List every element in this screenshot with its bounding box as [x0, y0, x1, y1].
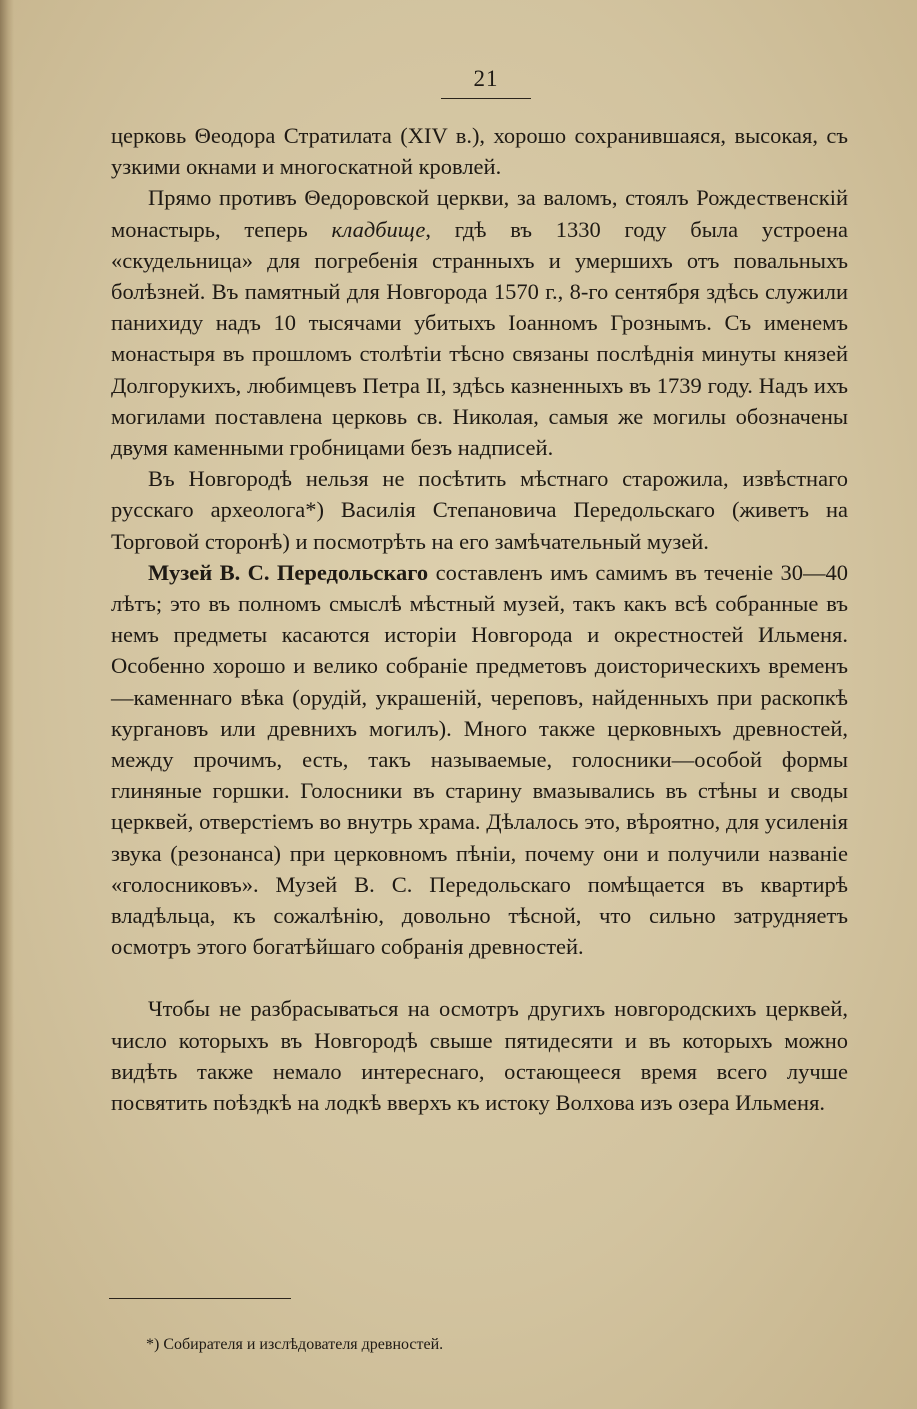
page-binding-edge: [0, 0, 14, 1409]
paragraph-text: Прямо противъ Θедоровской церкви, за валомъ, стоялъ Рождественскій монастырь, теперь: [111, 185, 848, 242]
paragraph-peredolsky-visit: Въ Новгородѣ нельзя не посѣтить мѣстнаго старожила, извѣстнаго русскаго археолога*) Василія Степановича Передольскаго (живетъ на Торговой сторонѣ) и посмотрѣть на его замѣчательный музей.: [111, 466, 848, 554]
paragraph-text: составленъ имъ самимъ въ теченіе 30—40 лѣтъ; это въ полномъ смыслѣ мѣстный музей, такъ какъ всѣ собранные въ немъ предметы касаются исторіи Новгорода и окрестностей Ильменя. Особенно хорошо и велико собраніе предметовъ доисторическихъ временъ—каменнаго вѣка (орудій, украшеній, череповъ, найденныхъ при раскопкѣ кургановъ или древнихъ могилъ). Много также церковныхъ древностей, между прочимъ, есть, такъ называемые, голосники—особой формы глиняные горшки. Голосники въ старину вмазывались въ стѣны и своды церквей, отверстіемъ во внутрь храма. Дѣлалось это, вѣроятно, для усиленія звука (резонанса) при церковномъ пѣніи, почему они и получили названіе «голосниковъ». Музей В. С. Передольскаго помѣщается въ квартирѣ владѣльца, къ сожалѣнію, довольно тѣсной, что сильно затрудняетъ осмотръ этого богатѣйшаго собранія древностей.: [111, 559, 848, 960]
body-text: [111, 120, 848, 1118]
paragraph-theodore-church: церковь Θеодора Стратилата (XIV в.), хорошо сохранившаяся, высокая, съ узкими окнами и многоскатной кровлей.: [111, 123, 848, 180]
page-number-rule: [441, 98, 531, 99]
footnote: *) Собирателя и изслѣдователя древностей.: [146, 1336, 444, 1353]
italic-word: кладбище: [331, 216, 426, 242]
page-number: 21: [473, 66, 499, 91]
paragraph-ilmen-trip: Чтобы не разбрасываться на осмотръ другихъ новгородскихъ церквей, число которыхъ въ Новгородѣ свыше пятидесяти и въ которыхъ можно видѣть также немало интереснаго, остающееся время всего лучше посвятить поѣздкѣ на лодкѣ вверхъ къ истоку Волхова изъ озера Ильменя.: [111, 996, 848, 1116]
paragraph-text: , гдѣ въ 1330 году была устроена «скудельница» для погребенія странныхъ и умершихъ отъ повальныхъ болѣзней. Въ памятный для Новгорода 1570 г., 8-го сентября здѣсь служили панихиду надъ 10 тысячами убитыхъ Іоанномъ Грознымъ. Съ именемъ монастыря въ прошломъ столѣтіи тѣсно связаны послѣднія минуты князей Долгорукихъ, любимцевъ Петра II, здѣсь казненныхъ въ 1739 году. Надъ ихъ могилами поставлена церковь св. Николая, самыя же могилы обозначены двумя каменными гробницами безъ надписей.: [111, 216, 848, 461]
paragraph-rozhdestvensky-monastery: [111, 182, 848, 463]
footnote-rule: [109, 1298, 291, 1299]
paragraph-peredolsky-museum: [111, 557, 848, 963]
bold-heading: Музей В. С. Передольскаго: [148, 559, 429, 585]
